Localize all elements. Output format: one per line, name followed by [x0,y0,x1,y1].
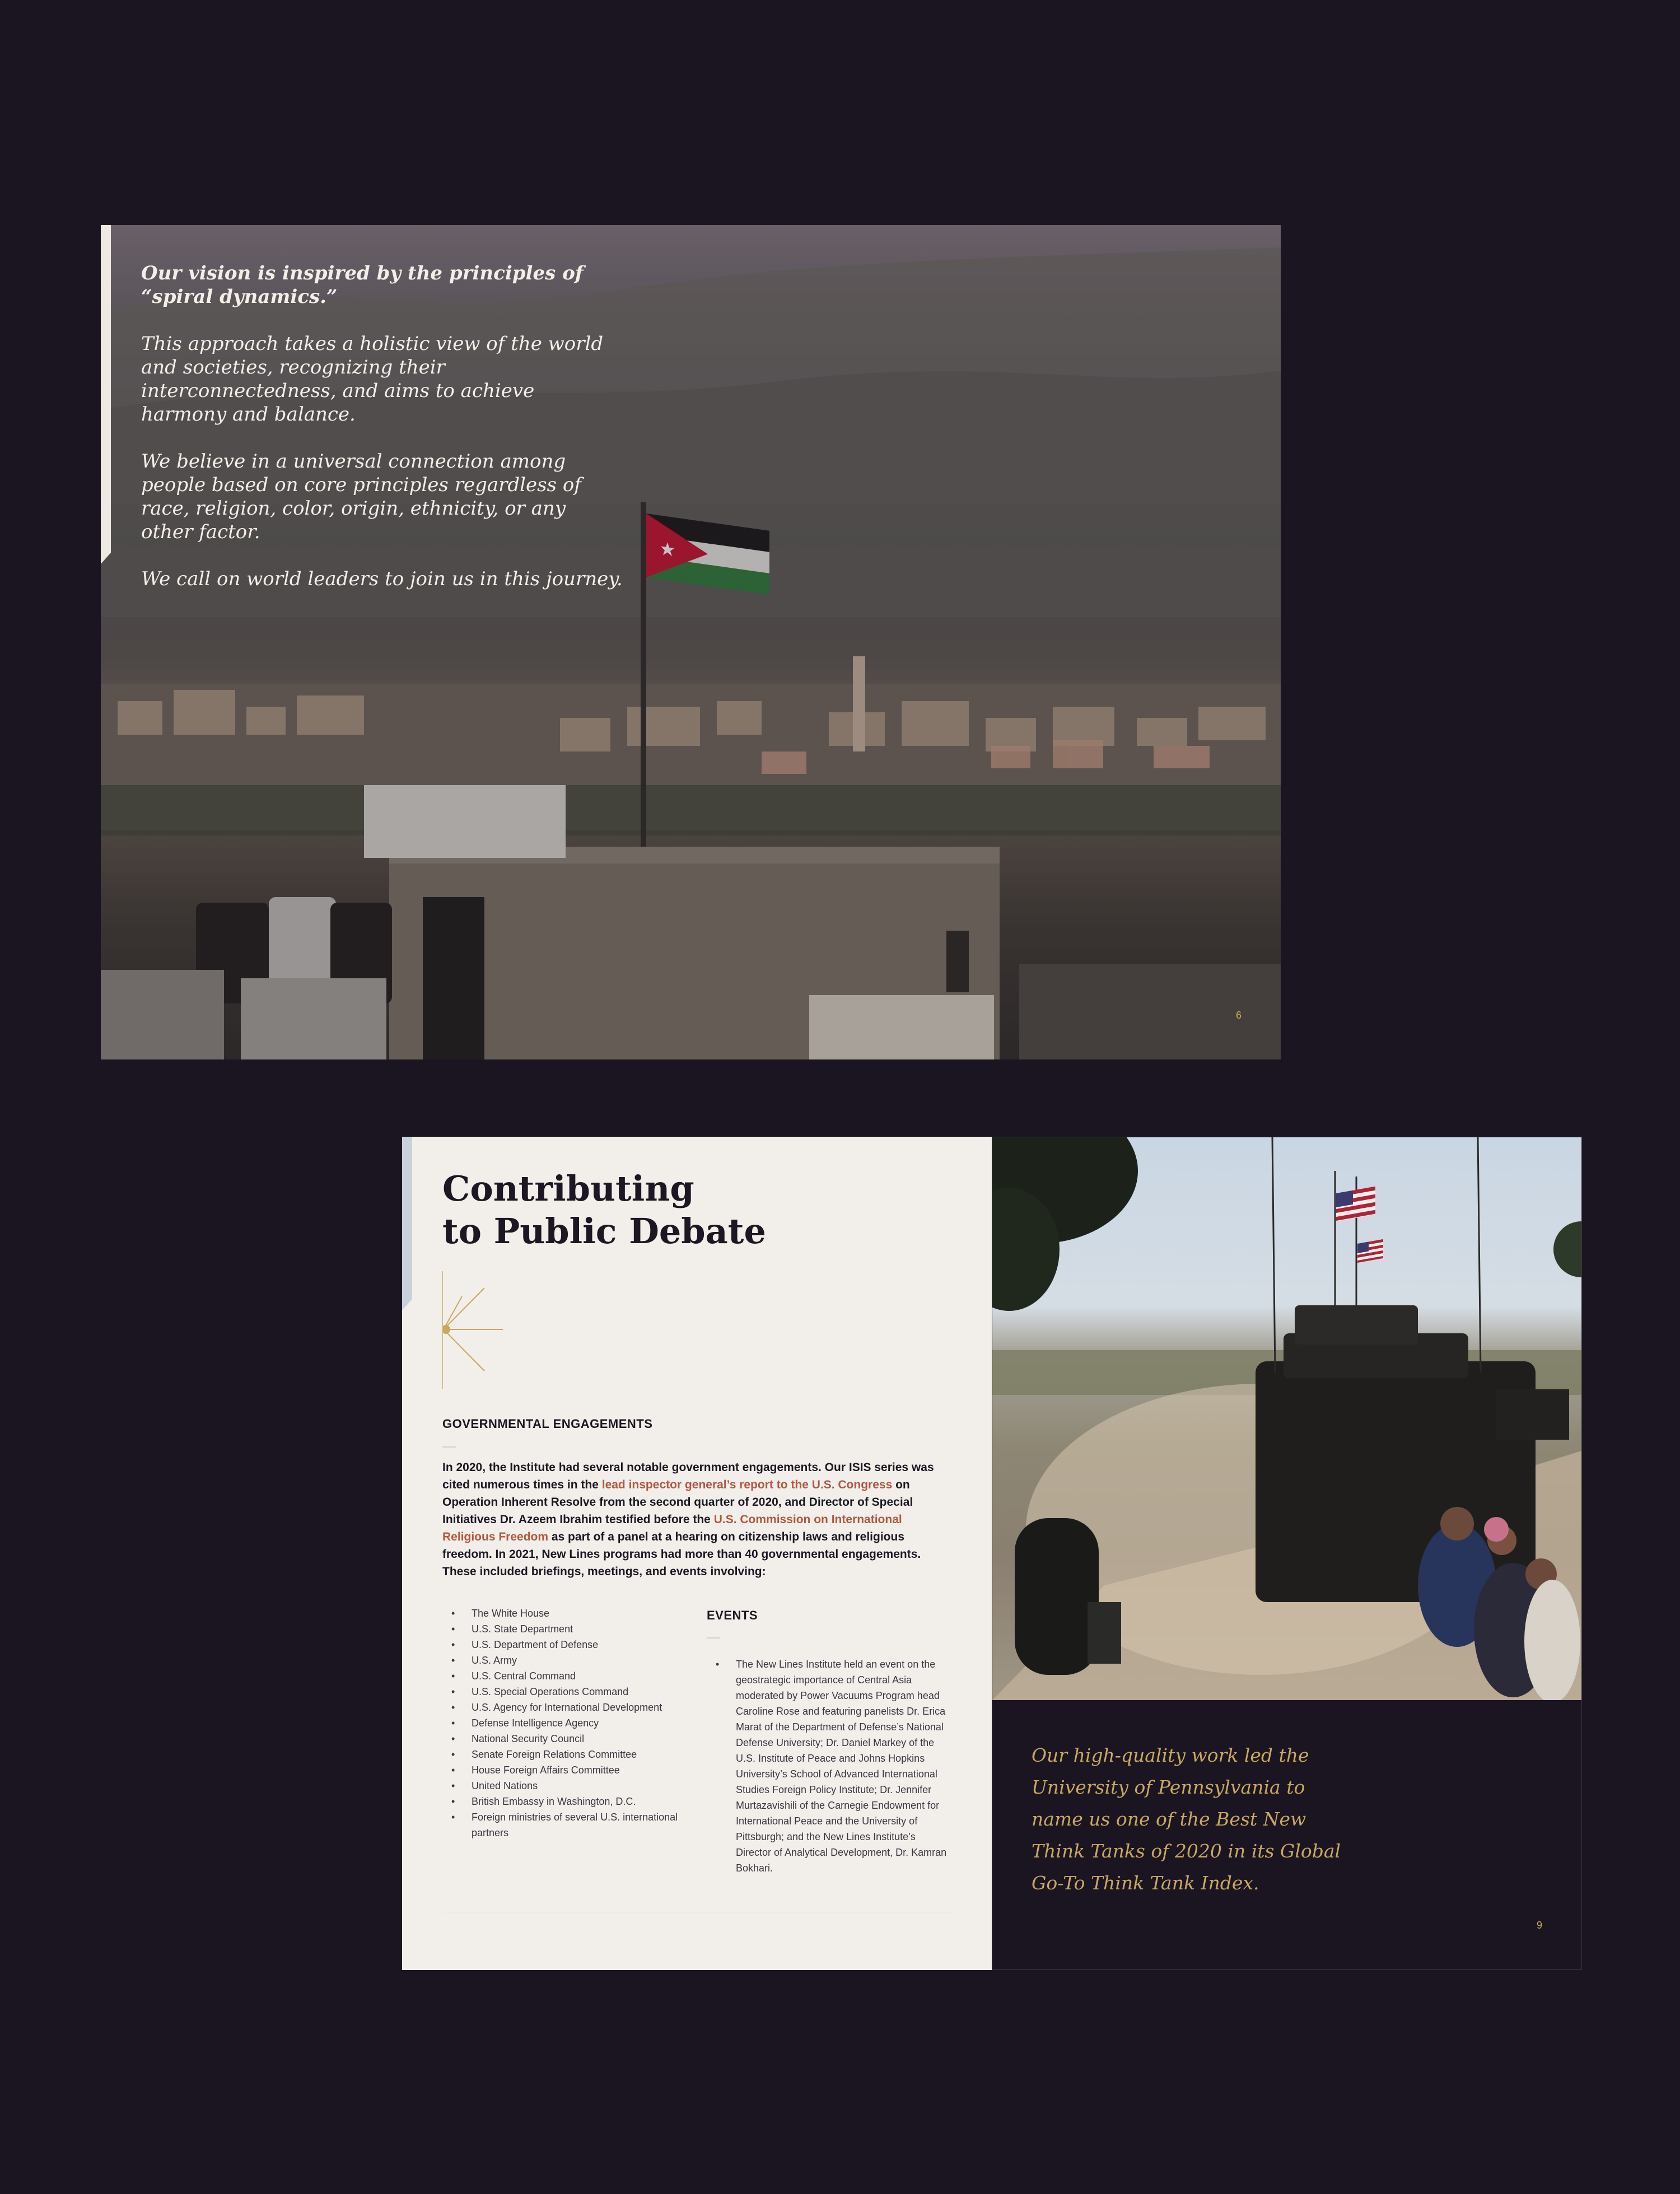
list-item: • House Foreign Affairs Committee [451,1762,687,1778]
list-item: • Foreign ministries of several U.S. international partners [451,1809,687,1841]
gov-text-part: on Operation Inherent Resolve from the second quarter of 2020, and Director of Special Initiatives Dr. Azeem Ibrahim testified before the [442,1478,913,1526]
vision-paragraph: We believe in a universal connection among people based on core principles regardless of race, religion, color, origin, ethnicity, or any other factor. [141,450,581,543]
vision-statement [141,262,623,614]
list-item: • U.S. Central Command [451,1668,687,1684]
list-item: • Senate Foreign Relations Committee [451,1747,687,1762]
list-item: • National Security Council [451,1731,687,1747]
heading-dash [707,1637,720,1639]
governmental-engagements-heading: GOVERNMENTAL ENGAGEMENTS [442,1417,653,1431]
vision-paragraph: Our vision is inspired by the principles of “spiral dynamics.” [141,262,584,308]
starburst-icon [442,1271,504,1392]
list-item: • U.S. Army [451,1652,687,1668]
title-line: to Public Debate [442,1211,766,1252]
list-item: • U.S. Special Operations Command [451,1684,687,1700]
gov-text-part: as part of a panel at a hearing on citizenship laws and religious freedom. In 2021, New Lines programs had more than 40 governmental engagements. These included briefings, meetings, and events involving: [442,1530,921,1578]
page-number: 9 [1536,1920,1542,1931]
inspector-general-report-link[interactable]: lead inspector general’s report to the U.S. Congress [601,1478,893,1491]
uscirf-link[interactable]: U.S. Commission on International Religious Freedom [442,1513,902,1543]
list-item: • British Embassy in Washington, D.C. [451,1794,687,1809]
list-item: • United Nations [451,1778,687,1794]
events-list [716,1656,951,1876]
public-debate-spread [402,1137,1582,1970]
list-item: • The White House [451,1605,687,1621]
engagements-list [451,1605,687,1841]
vision-paragraph: We call on world leaders to join us in this journey. [141,568,623,590]
page-title [442,1168,834,1253]
list-item: • The New Lines Institute held an event on the geostrategic importance of Central Asia moderated by Power Vacuums Program head Caroline Rose and featuring panelists Dr. Erica Marat of the Department of Defense’s National Defense University; Dr. Daniel Markey of the U.S. Institute of Peace and Johns Hopkins University’s School of Advanced International Studies Foreign Policy Institute; Dr. Jennifer Murtazavishili of the Carnegie Endowment for International Peace and the University of Pittsburgh; and the New Lines Institute’s Director of Analytical Development, Dr. Kamran Bokhari. [716,1656,951,1876]
list-item: • Defense Intelligence Agency [451,1715,687,1731]
vision-spread [101,225,1281,1059]
heading-dash [442,1446,456,1448]
title-line: Contributing [442,1168,694,1209]
accent-bar [101,225,111,553]
governmental-engagements-text [442,1459,946,1580]
convoy-photo [992,1137,1581,1700]
gov-text-part: In 2020, the Institute had several notable government engagements. Our ISIS series was cited numerous times in the [442,1461,934,1491]
accent-bar [402,1137,412,1299]
list-item: • U.S. Department of Defense [451,1637,687,1652]
pull-quote: Our high-quality work led the University of Pennsylvania to name us one of the Best New Think Tanks of 2020 in its Global Go-To Think Tank Index. [1032,1744,1341,1894]
photo-quote-page [992,1137,1582,1970]
vision-paragraph: This approach takes a holistic view of the world and societies, recognizing their interconnectedness, and aims to achieve harmony and balance. [141,333,604,426]
page-number: 6 [1235,1010,1242,1021]
events-heading: EVENTS [707,1608,758,1622]
list-item: • U.S. State Department [451,1621,687,1637]
text-page [402,1137,992,1970]
list-item: • U.S. Agency for International Development [451,1700,687,1715]
